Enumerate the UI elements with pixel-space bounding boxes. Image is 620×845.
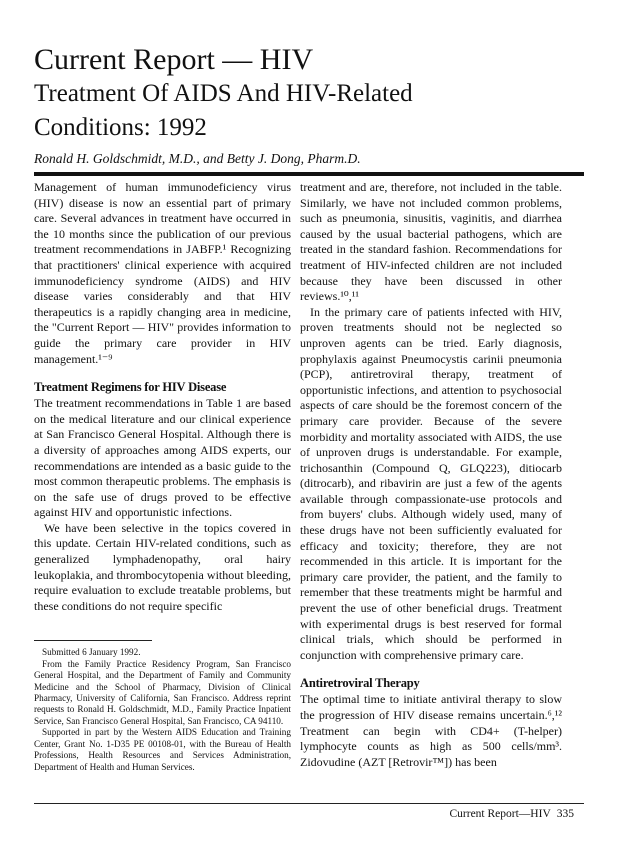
page-number: 335 [556,808,574,820]
footnote-affiliation: From the Family Practice Residency Program, San Francisco General Hospital, and the Department of Family and Community Medicine and the School of Pharmacy, Division of Clinical Pharmacy, University of California, San Francisco. Address reprint requests to Ronald H. Goldschmidt, M.D., Family Practice Inpatient Service, San Francisco General Hospital, San Francisco, CA 94110. [34,658,291,726]
footnote-support: Supported in part by the Western AIDS Education and Training Center, Grant No. 1-D35 PE 00108-01, with the Bureau of Health Professions, Health Resources and Services Administration, Department of Health and Human Services. [34,727,291,772]
body-paragraph: The optimal time to initiate antiviral therapy to slow the progression of HIV disease remains uncertain.⁶,¹² Treatment can begin with CD4+ (T-helper) lymphocyte counts as high as 500 cells/mm³. Zidovudine (AZT [Retrovir™]) has been [300,692,562,769]
left-column [34,180,291,773]
author-line: Ronald H. Goldschmidt, M.D., and Betty J. Dong, Pharm.D. [34,151,361,166]
footer-rule [34,803,584,804]
report-series-title: Current Report — HIV [34,43,314,76]
section-heading-antiretroviral-therapy: Antiretroviral Therapy [300,676,420,691]
footnotes [34,647,291,772]
running-footer [450,808,575,820]
article-title-line-1: Treatment Of AIDS And HIV-Related [34,80,413,107]
section-heading-treatment-regimens: Treatment Regimens for HIV Disease [34,380,227,395]
body-paragraph: The treatment recommendations in Table 1 are based on the medical literature and our clinical experience at San Francisco General Hospital. Although there is a diversity of approaches among AIDS experts, our recommendations are intended as a basic guide to the most common therapeutic problems. The emphasis is on the safe use of drugs proved to be effective against HIV and opportunistic infections. [34,396,291,520]
article-title-line-2: Conditions: 1992 [34,114,207,141]
body-paragraph: We have been selective in the topics covered in this update. Certain HIV-related conditions, such as generalized lymphadenopathy, oral hairy leukoplakia, and thrombocytopenia without bleeding, require evaluation to exclude treatable problems, but these conditions do not require specific [34,520,291,613]
right-column [300,180,562,770]
header-rule [34,172,584,176]
intro-paragraph: Management of human immunodeficiency virus (HIV) disease is now an essential part of primary care. Several advances in treatment have occurred in the 10 months since the publication of our previous treatment recommendations in JABFP.¹ Recognizing that practitioners' clinical experience with acquired immunodeficiency syndrome (AIDS) and HIV disease varies considerably and that HIV therapeutics is a rapidly changing area in medicine, the "Current Report — HIV" provides information to guide the primary care provider in HIV management.¹⁻⁹ [34,180,291,366]
body-paragraph: In the primary care of patients infected with HIV, proven treatments should not be neglected so unproven agents can be tried. Early diagnosis, prophylaxis against Pneumocystis carinii pneumonia (PCP), antiretroviral therapy, treatment of opportunistic infections, and attention to psychosocial aspects of care should be the foremost concern of the primary care provider. Because of the severe morbidity and mortality associated with AIDS, the use of unproven drugs is understandable. For example, trichosanthin (Compound Q, GLQ223), ditiocarb (ditrocarb), and ribavirin are just a few of the agents available through compassionate-use protocols and from buyers' clubs. Although widely used, many of these drugs have not been sufficiently evaluated for efficacy and toxicity; therefore, they are not recommended in this article. It is important for the primary care provider, the patient, and the family to remember that these treatments might be harmful and prevent the use of other beneficial drugs. Treatment with experimental drugs is best reserved for formal clinical trials, which should be performed in conjunction with comprehensive primary care. [300,304,562,662]
footnote-submitted: Submitted 6 January 1992. [42,647,141,658]
body-paragraph: treatment and are, therefore, not included in the table. Similarly, we have not included common problems, such as pneumonia, sinusitis, vaginitis, and diarrhea caused by the usual bacterial pathogens, which are treated in the standard fashion. Recommendations for treatment of HIV-infected children are not included because they have been discussed in other reviews.¹⁰,¹¹ [300,180,562,304]
footnote-divider [34,640,152,641]
running-title: Current Report—HIV [449,808,551,820]
